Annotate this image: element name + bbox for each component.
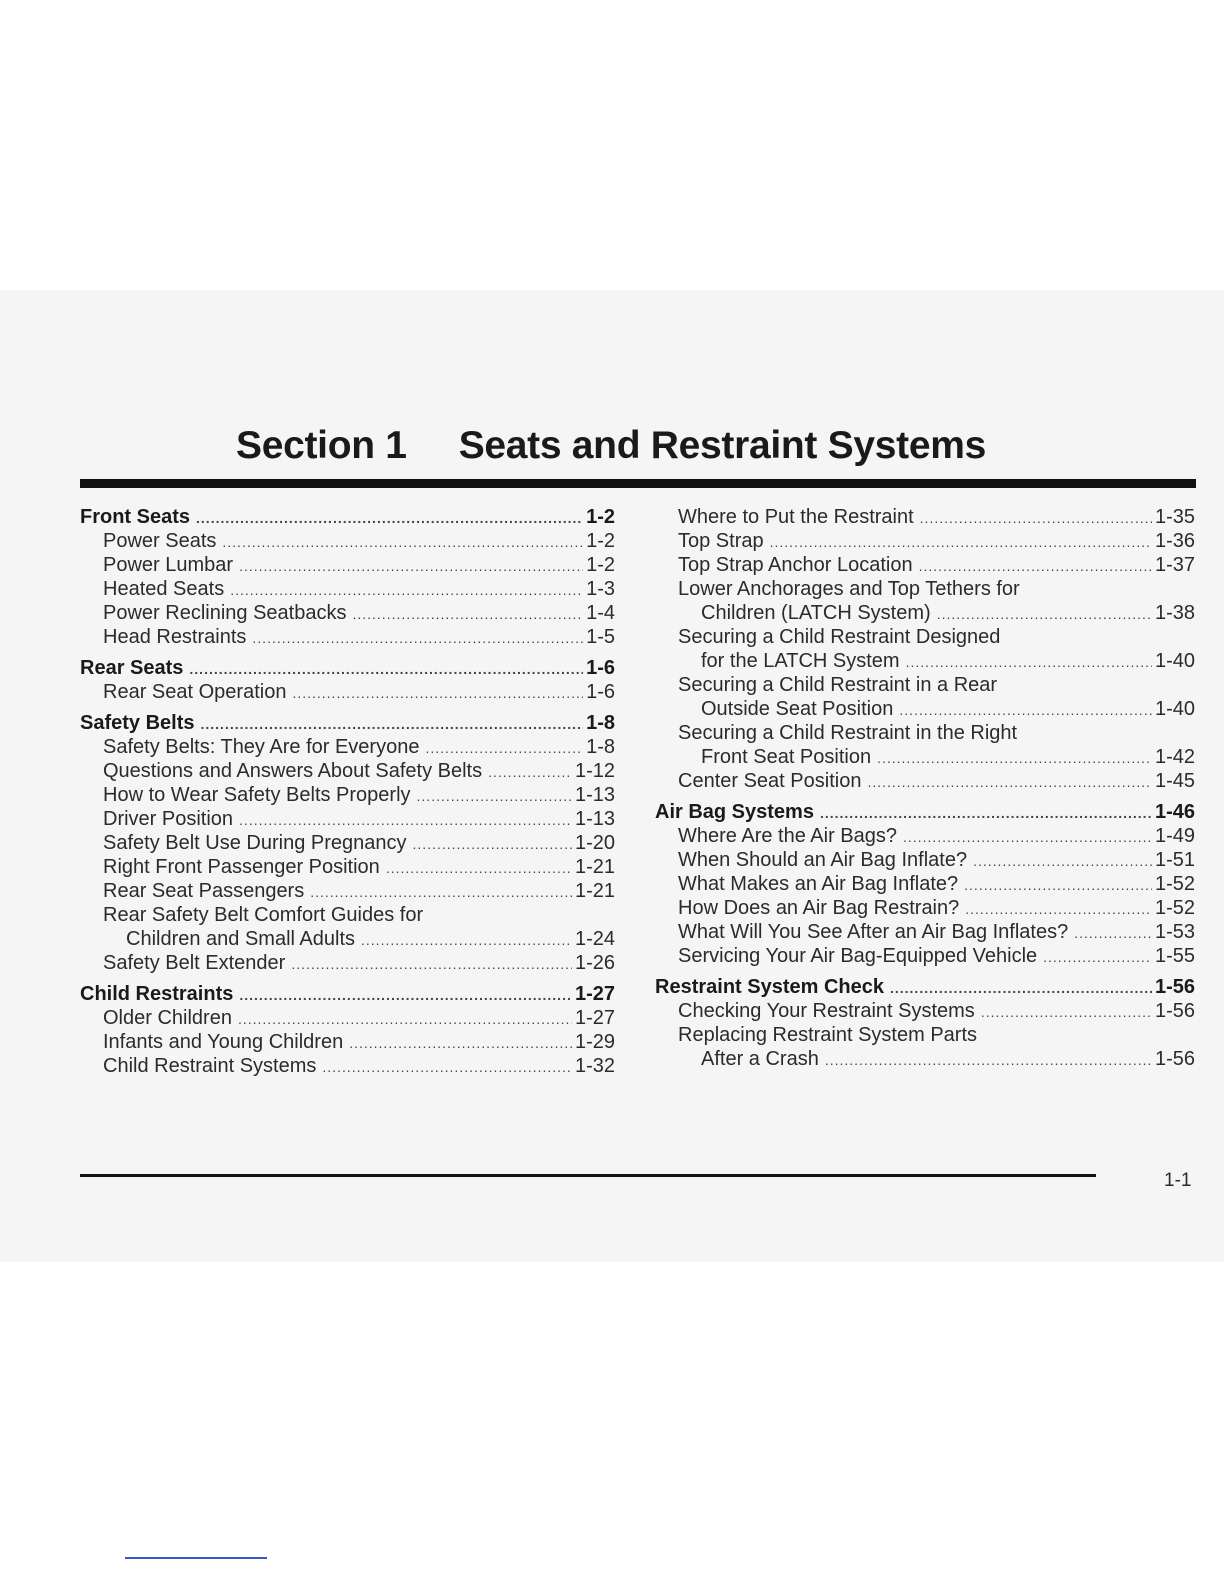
toc-entry-line2[interactable]: Front Seat Position ..... 1-42 [655,745,1195,769]
toc-heading[interactable]: Rear Seats ..... 1-6 [80,656,615,680]
toc-entry-line2[interactable]: Children and Small Adults ..... 1-24 [80,927,615,951]
toc-entry[interactable]: Questions and Answers About Safety Belts ..... 1-12 [80,759,615,783]
toc-entry[interactable]: How to Wear Safety Belts Properly ..... 1-13 [80,783,615,807]
toc-entry-line1[interactable]: Securing a Child Restraint Designed [678,626,1001,648]
toc-entry[interactable]: Infants and Young Children ..... 1-29 [80,1030,615,1054]
toc-heading[interactable]: Safety Belts ..... 1-8 [80,711,615,735]
link-underline [125,1557,267,1559]
section-number: Section 1 [236,424,407,467]
toc-entry[interactable]: Servicing Your Air Bag-Equipped Vehicle ..... 1-55 [655,944,1195,968]
manual-page [0,290,1224,1262]
toc-entry[interactable]: Power Seats ..... 1-2 [80,529,615,553]
toc-entry-line1[interactable]: Replacing Restraint System Parts [678,1024,978,1046]
toc-heading[interactable]: Front Seats ..... 1-2 [80,505,615,529]
toc-entry[interactable]: Top Strap ..... 1-36 [655,529,1195,553]
toc-entry[interactable]: Center Seat Position ..... 1-45 [655,769,1195,793]
toc-entry[interactable]: Safety Belt Use During Pregnancy ..... 1-20 [80,831,615,855]
toc-heading[interactable]: Air Bag Systems ..... 1-46 [655,800,1195,824]
toc-right-column [655,505,1195,1071]
toc-entry[interactable]: Rear Seat Operation ..... 1-6 [80,680,615,704]
toc-entry-line2[interactable]: Outside Seat Position ..... 1-40 [655,697,1195,721]
toc-entry[interactable]: Driver Position ..... 1-13 [80,807,615,831]
toc-entry[interactable]: What Will You See After an Air Bag Inflates? ..... 1-53 [655,920,1195,944]
toc-entry[interactable]: Top Strap Anchor Location ..... 1-37 [655,553,1195,577]
toc-entry-line1[interactable]: Securing a Child Restraint in the Right [678,722,1018,744]
toc-entry[interactable]: Safety Belt Extender ..... 1-26 [80,951,615,975]
toc-entry-line2[interactable]: for the LATCH System ..... 1-40 [655,649,1195,673]
toc-entry-line1[interactable]: Lower Anchorages and Top Tethers for [678,578,1020,600]
toc-entry[interactable]: Power Reclining Seatbacks ..... 1-4 [80,601,615,625]
toc-entry-line1[interactable]: Rear Safety Belt Comfort Guides for [103,904,424,926]
page-number: 1-1 [1164,1170,1192,1191]
toc-entry-line2[interactable]: After a Crash ..... 1-56 [655,1047,1195,1071]
toc-left-column [80,505,615,1078]
toc-entry[interactable]: When Should an Air Bag Inflate? ..... 1-51 [655,848,1195,872]
toc-entry[interactable]: Older Children ..... 1-27 [80,1006,615,1030]
toc-entry[interactable]: Where to Put the Restraint ..... 1-35 [655,505,1195,529]
toc-entry[interactable]: How Does an Air Bag Restrain? ..... 1-52 [655,896,1195,920]
footer-rule [80,1174,1096,1177]
toc-entry[interactable]: Checking Your Restraint Systems ..... 1-56 [655,999,1195,1023]
title-rule [80,479,1196,488]
toc-entry[interactable]: Right Front Passenger Position ..... 1-21 [80,855,615,879]
toc-entry[interactable]: Where Are the Air Bags? ..... 1-49 [655,824,1195,848]
toc-entry[interactable]: Child Restraint Systems ..... 1-32 [80,1054,615,1078]
toc-entry[interactable]: Head Restraints ..... 1-5 [80,625,615,649]
toc-entry-line1[interactable]: Securing a Child Restraint in a Rear [678,674,998,696]
section-title [236,424,986,468]
toc-entry[interactable]: Rear Seat Passengers ..... 1-21 [80,879,615,903]
toc-heading[interactable]: Child Restraints ..... 1-27 [80,982,615,1006]
toc-entry[interactable]: Power Lumbar ..... 1-2 [80,553,615,577]
toc-entry[interactable]: Safety Belts: They Are for Everyone ..... 1-8 [80,735,615,759]
toc-entry[interactable]: What Makes an Air Bag Inflate? ..... 1-52 [655,872,1195,896]
toc-entry-line2[interactable]: Children (LATCH System) ..... 1-38 [655,601,1195,625]
section-name: Seats and Restraint Systems [458,424,986,467]
toc-entry[interactable]: Heated Seats ..... 1-3 [80,577,615,601]
toc-heading[interactable]: Restraint System Check ..... 1-56 [655,975,1195,999]
